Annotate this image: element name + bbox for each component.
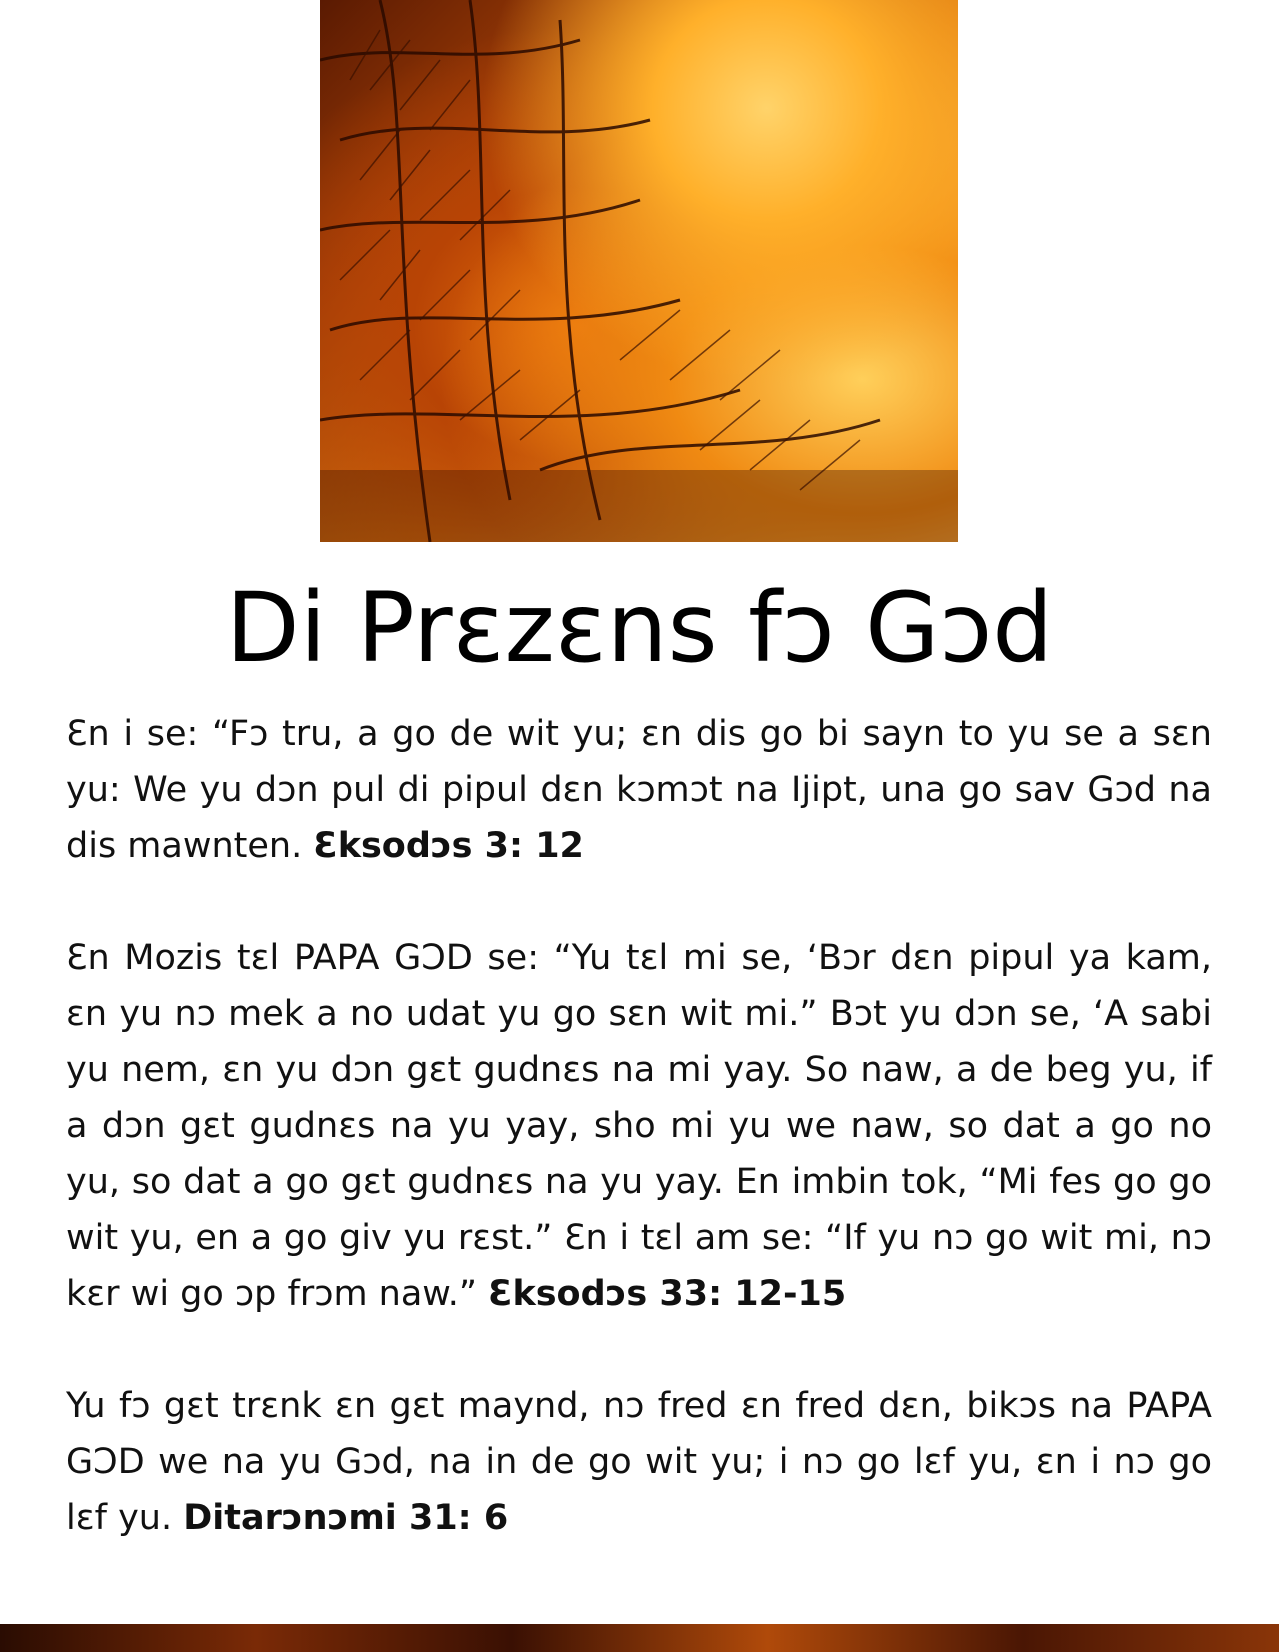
scripture-reference: Ɛksodɔs 33: 12-15 xyxy=(488,1274,847,1314)
scripture-body xyxy=(66,706,1212,1602)
page-title: Di Prɛzɛns fɔ Gɔd xyxy=(225,572,1054,684)
scripture-text: Ɛn Mozis tɛl PAPA GƆD se: “Yu tɛl mi se, ‘Bɔr dɛn pipul ya kam, ɛn yu nɔ mek a no udat yu go sɛn wit mi.” Bɔt yu dɔn se, ‘A sabi yu nem, ɛn yu dɔn gɛt gudnɛs na mi yay. So naw, a de beg yu, if a dɔn gɛt gudnɛs na yu yay, sho mi yu we naw, so dat a go no yu, so dat a go gɛt gudnɛs na yu yay. En imbin tok, “Mi fes go go wit yu, en a go giv yu rɛst.” Ɛn i tɛl am se: “If yu nɔ go wit mi, nɔ kɛr wi go ɔp frɔm naw.” xyxy=(66,938,1212,1314)
scripture-paragraph xyxy=(66,1378,1212,1546)
scripture-reference: Ditarɔnɔmi 31: 6 xyxy=(183,1498,509,1538)
scripture-text: Yu fɔ gɛt trɛnk ɛn gɛt maynd, nɔ fred ɛn fred dɛn, bikɔs na PAPA GƆD we na yu Gɔd, na in de go wit yu; i nɔ go lɛf yu, ɛn i nɔ go lɛf yu. xyxy=(66,1386,1212,1538)
tree-silhouette-graphic xyxy=(320,0,958,542)
footer-fire-strip xyxy=(0,1624,1279,1652)
burning-bush-image xyxy=(320,0,958,542)
scripture-paragraph xyxy=(66,706,1212,874)
scripture-paragraph xyxy=(66,930,1212,1322)
scripture-text: Ɛn i se: “Fɔ tru, a go de wit yu; ɛn dis go bi sayn to yu se a sɛn yu: We yu dɔn pul di pipul dɛn kɔmɔt na Ijipt, una go sav Gɔd na dis mawnten. xyxy=(66,714,1212,866)
scripture-reference: Ɛksodɔs 3: 12 xyxy=(313,826,584,866)
